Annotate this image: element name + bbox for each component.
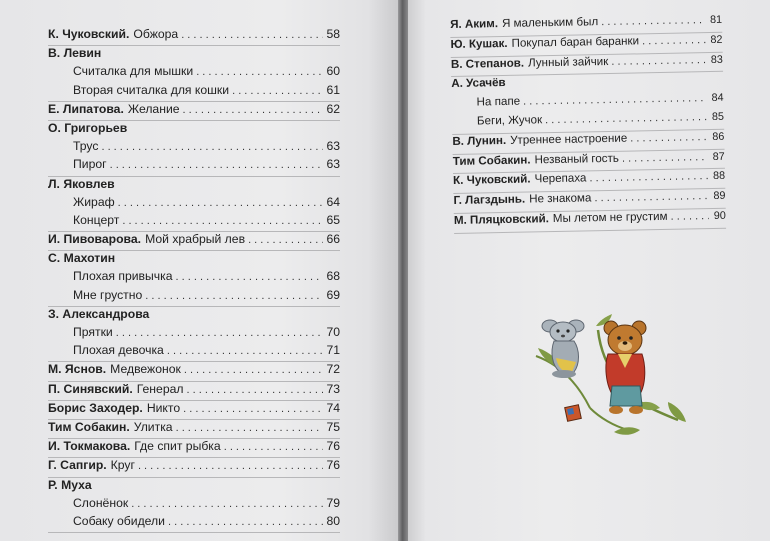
toc-title: Слонёнок [73,495,129,510]
toc-page-number: 80 [326,513,340,528]
toc-leader-dots [131,498,323,510]
toc-leader-dots [670,210,709,223]
toc-page-number: 74 [326,400,340,415]
toc-author: А. Усачёв [451,76,506,91]
toc-author: Е. Липатова. [48,101,124,116]
toc-page-number: 73 [326,381,340,396]
toc-page-number: 71 [326,343,340,358]
toc-page-number: 68 [326,269,340,284]
toc-entry [48,343,340,361]
toc-entry [48,64,340,82]
left-toc [48,27,340,533]
toc-entry [48,496,340,514]
toc-page-number: 64 [326,194,340,209]
right-toc [450,13,726,234]
toc-page-number: 83 [710,53,723,66]
toc-leader-dots [118,197,323,209]
toc-author: Л. Яковлев [48,176,115,191]
toc-author: К. Чуковский. [453,172,531,188]
toc-title: Утреннее настроение [509,131,628,147]
toc-author: О. Григорьев [48,120,128,135]
toc-leader-dots [589,170,708,184]
toc-title: Считалка для мышки [73,64,194,79]
toc-leader-dots [187,384,324,396]
toc-title: На папе [476,94,521,109]
toc-leader-dots [110,159,323,171]
toc-page-number: 63 [326,139,340,154]
toc-title: Покупал баран баранки [511,34,640,50]
toc-title: Мой храбрый лев [145,232,246,247]
toc-page-number: 63 [326,157,340,172]
toc-author: В. Левин [48,46,102,61]
toc-leader-dots [181,29,323,41]
toc-author: К. Чуковский. [48,27,130,41]
toc-page-number: 66 [326,232,340,247]
toc-entry [48,83,340,101]
toc-page-number: 70 [326,325,340,339]
toc-title: Пирог [73,157,107,172]
mouse-and-bear-illustration [528,308,688,448]
toc-title: Лунный зайчик [527,54,609,70]
toc-title: Мы летом не грустим [552,209,668,226]
toc-entry [48,458,340,476]
toc-title: Не знакома [529,191,592,206]
toc-author: В. Степанов. [450,56,525,71]
toc-page-number: 76 [326,439,340,454]
toc-title: Собаку обидели [73,513,165,528]
toc-leader-dots [196,66,323,78]
toc-leader-dots [176,422,323,434]
toc-title: Трус [73,139,99,154]
toc-entry [48,139,340,157]
toc-leader-dots [183,104,323,116]
toc-author: С. Махотин [48,251,116,266]
toc-entry [48,420,340,438]
toc-leader-dots [523,92,707,108]
toc-leader-dots [116,327,323,339]
toc-page-number: 62 [326,101,340,116]
toc-title: Обжора [133,27,179,41]
toc-leader-dots [168,516,323,528]
toc-page-number: 81 [709,13,723,27]
toc-entry [48,325,340,343]
toc-author: И. Токмакова. [48,439,131,454]
toc-page-number: 90 [713,209,726,222]
toc-title: Вторая считалка для кошки [73,82,230,97]
toc-entry [48,269,340,287]
toc-author: З. Александрова [48,306,150,321]
toc-author: Тим Собакин. [452,153,531,168]
toc-title: Плохая девочка [73,343,164,358]
toc-title: Жираф [73,194,115,209]
toc-leader-dots [545,111,707,126]
toc-leader-dots [594,190,708,204]
toc-page-number: 69 [326,287,340,302]
toc-entry [48,514,340,532]
toc-entry [48,362,340,380]
toc-entry [48,401,340,419]
toc-entry [48,478,340,496]
toc-page-number: 82 [710,33,723,46]
toc-page-number: 86 [712,130,725,143]
toc-leader-dots [224,441,323,453]
toc-leader-dots [183,403,323,415]
toc-leader-dots [630,131,707,144]
toc-leader-dots [101,141,323,153]
toc-page-number: 87 [712,150,725,163]
toc-leader-dots [611,54,706,68]
toc-author: Г. Сапгир. [48,458,107,473]
toc-leader-dots [167,345,323,357]
toc-entry [48,102,340,120]
toc-page-number: 75 [326,419,340,434]
toc-title: Я маленьким был [501,15,599,31]
toc-entry [48,307,340,325]
toc-author: М. Пляцковский. [453,212,549,227]
toc-author: Г. Лагздынь. [453,192,526,208]
toc-title: Черепаха [534,171,587,186]
toc-title: Плохая привычка [73,269,173,284]
toc-author: Борис Заходер. [48,400,143,415]
toc-page-number: 58 [326,27,340,41]
toc-entry [48,213,340,231]
toc-title: Беги, Жучок [476,113,543,128]
toc-page-number: 84 [711,91,724,105]
toc-leader-dots [138,460,323,472]
toc-leader-dots [232,85,323,97]
toc-author: Я. Аким. [450,17,499,31]
toc-page-number: 89 [713,189,726,203]
book-gutter [398,0,408,541]
toc-leader-dots [248,234,323,246]
toc-leader-dots [601,14,705,28]
toc-leader-dots [622,151,708,165]
toc-entry [48,121,340,139]
toc-title: Прятки [73,325,113,339]
toc-page-number: 85 [711,110,725,123]
toc-divider [48,532,340,533]
toc-leader-dots [184,364,323,376]
toc-author: В. Лунин. [452,133,507,148]
toc-author: Тим Собакин. [48,419,130,434]
toc-entry [48,439,340,457]
toc-entry [48,288,340,306]
toc-entry [48,382,340,400]
toc-page-number: 72 [326,362,340,377]
toc-page-number: 76 [326,458,340,473]
toc-title: Незваный гость [534,151,620,166]
toc-title: Желание [127,101,180,116]
toc-entry [48,232,340,250]
toc-page-number: 79 [326,495,340,510]
toc-leader-dots [122,215,323,227]
toc-author: П. Синявский. [48,381,133,396]
toc-entry [48,177,340,195]
toc-leader-dots [642,34,706,47]
toc-entry [48,46,340,64]
toc-author: Ю. Кушак. [450,36,508,51]
toc-page-number: 60 [326,64,340,79]
toc-title: Генерал [136,381,184,396]
toc-title: Медвежонок [110,362,181,377]
toc-page-number: 88 [712,170,726,183]
toc-title: Мне грустно [73,287,143,302]
toc-entry [48,157,340,175]
toc-page-number: 65 [326,212,340,227]
toc-entry [48,195,340,213]
toc-leader-dots [145,290,323,302]
toc-title: Улитка [133,419,173,434]
toc-leader-dots [176,271,323,283]
toc-title: Где спит рыбка [134,439,221,454]
toc-author: М. Яснов. [48,362,107,377]
toc-entry [48,27,340,45]
toc-author: Р. Муха [48,477,92,492]
toc-page-number: 61 [326,82,340,97]
toc-title: Круг [110,458,135,473]
toc-entry [48,251,340,269]
toc-title: Концерт [73,212,120,227]
toc-title: Никто [146,400,181,415]
toc-author: И. Пивоварова. [48,232,142,247]
